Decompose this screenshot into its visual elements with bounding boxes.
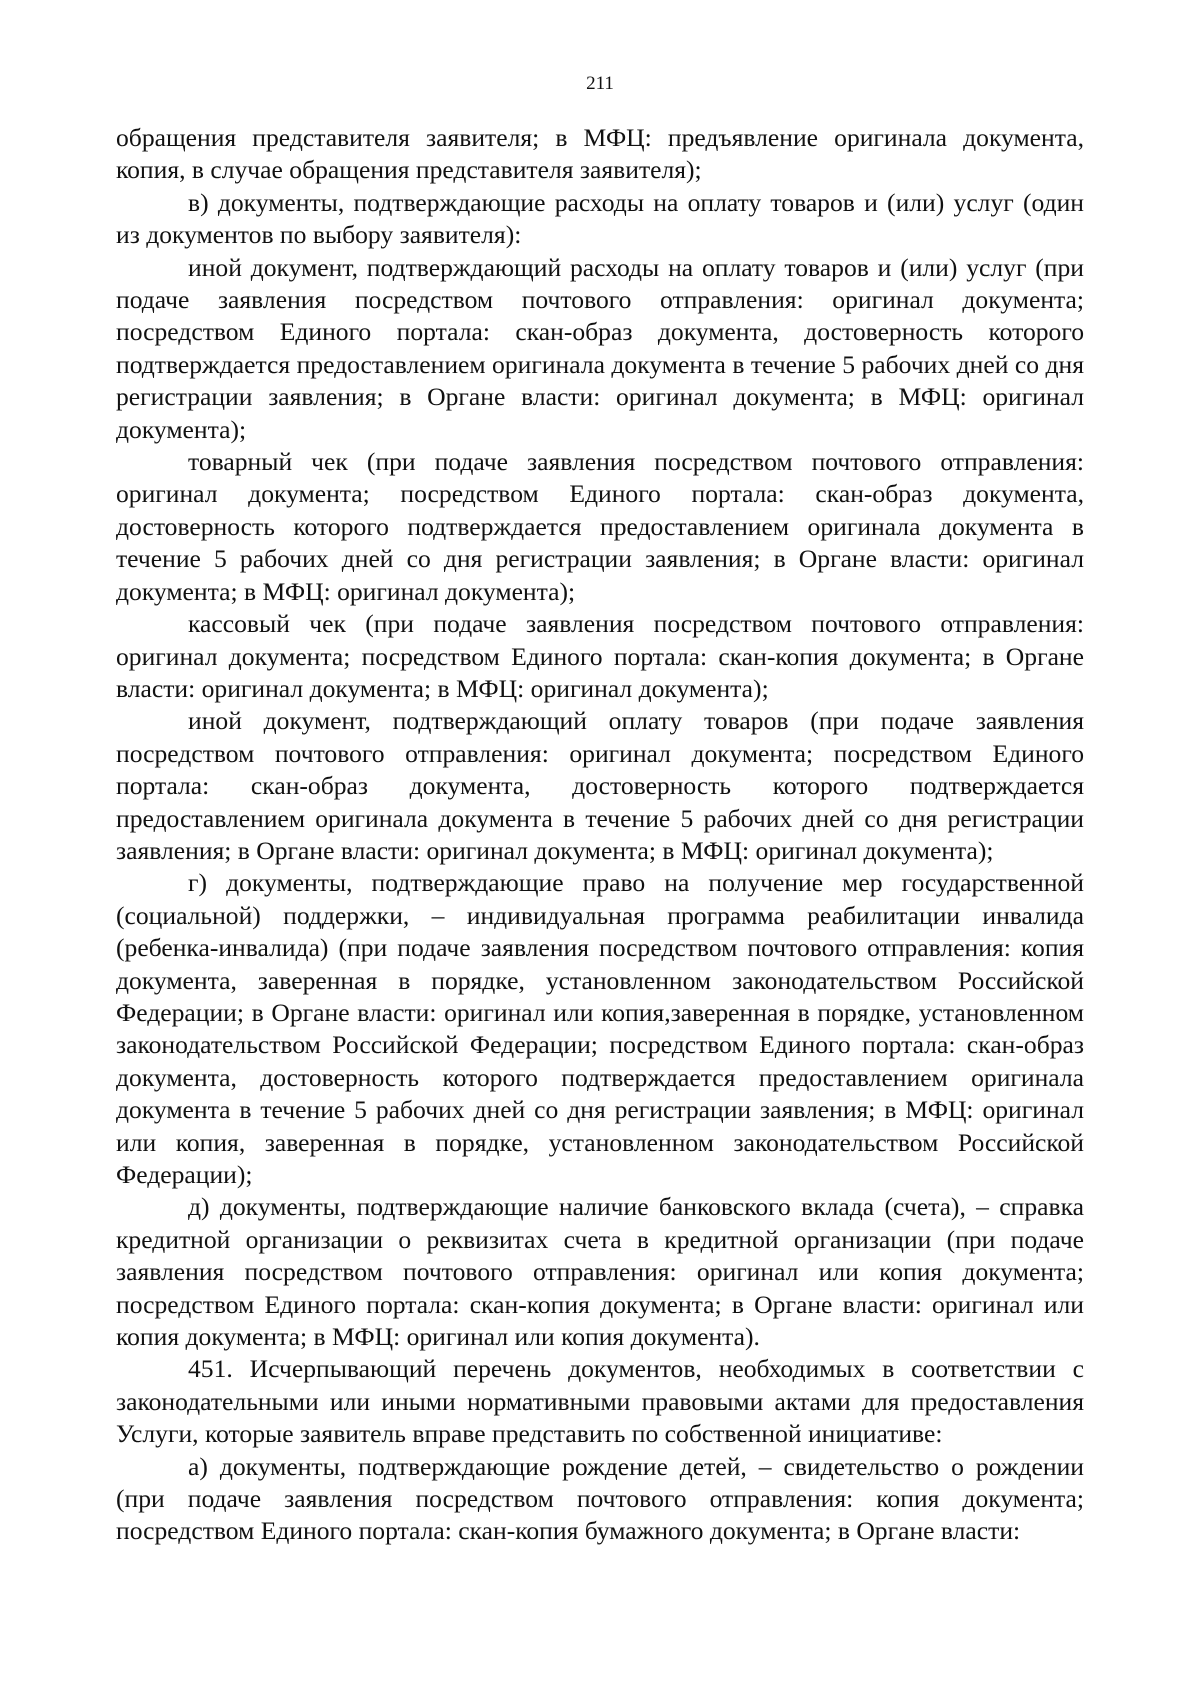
paragraph-other-payment-document: иной документ, подтверждающий оплату товаров (при подаче заявления посредством почтового отправления: оригинал документа; посредством Единого портала: скан-образ документа, достоверность которого подтверждается предоставлением оригинала документа в течение 5 рабочих дней со дня регистрации заявления; в Органе власти: оригинал документа; в МФЦ: оригинал документа);	[116, 706, 1084, 865]
paragraph-item-v: в) документы, подтверждающие расходы на оплату товаров и (или) услуг (один из документов по выбору заявителя):	[116, 187, 1084, 250]
paragraph-other-expense-document: иной документ, подтверждающий расходы на оплату товаров и (или) услуг (при подаче заявления посредством почтового отправления: оригинал документа; посредством Единого портала: скан-образ документа, достоверность которого подтверждается предоставлением оригинала документа в течение 5 рабочих дней со дня регистрации заявления; в Органе власти: оригинал документа; в МФЦ: оригинал документа);	[116, 252, 1084, 444]
document-body	[116, 122, 1084, 1548]
paragraph-section-451: 451. Исчерпывающий перечень документов, необходимых в соответствии с законодательными или иными нормативными правовыми актами для предоставления Услуги, которые заявитель вправе представить по собственной инициативе:	[116, 1354, 1084, 1449]
paragraph-item-g: г) документы, подтверждающие право на получение мер государственной (социальной) поддержки, – индивидуальная программа реабилитации инвалида (ребенка-инвалида) (при подаче заявления посредством почтового отправления: копия документа, заверенная в порядке, установленном законодательством Российской Федерации; в Органе власти: оригинал или копия,заверенная в порядке, установленном законодательством Российской Федерации; посредством Единого портала: скан-образ документа, достоверность которого подтверждается предоставлением оригинала документа в течение 5 рабочих дней со дня регистрации заявления; в МФЦ: оригинал или копия, заверенная в порядке, установленном законодательством Российской Федерации);	[116, 868, 1084, 1189]
paragraph-item-d: д) документы, подтверждающие наличие банковского вклада (счета), – справка кредитной организации о реквизитах счета в кредитной организации (при подаче заявления посредством почтового отправления: оригинал или копия документа; посредством Единого портала: скан-копия документа; в Органе власти: оригинал или копия документа; в МФЦ: оригинал или копия документа).	[116, 1192, 1084, 1352]
paragraph-cash-receipt: кассовый чек (при подаче заявления посредством почтового отправления: оригинал документа; посредством Единого портала: скан-копия документа; в Органе власти: оригинал документа; в МФЦ: оригинал документа);	[116, 609, 1084, 703]
paragraph-continuation: обращения представителя заявителя; в МФЦ: предъявление оригинала документа, копия, в случае обращения представителя заявителя);	[116, 123, 1084, 185]
page-number: 211	[586, 73, 614, 94]
paragraph-sales-receipt: товарный чек (при подаче заявления посредством почтового отправления: оригинал документа; посредством Единого портала: скан-образ документа, достоверность которого подтверждается предоставлением оригинала документа в течение 5 рабочих дней со дня регистрации заявления; в Органе власти: оригинал документа; в МФЦ: оригинал документа);	[116, 447, 1084, 606]
paragraph-item-a: а) документы, подтверждающие рождение детей, – свидетельство о рождении (при подаче заявления посредством почтового отправления: копия документа; посредством Единого портала: скан-копия бумажного документа; в Органе власти:	[116, 1451, 1084, 1546]
